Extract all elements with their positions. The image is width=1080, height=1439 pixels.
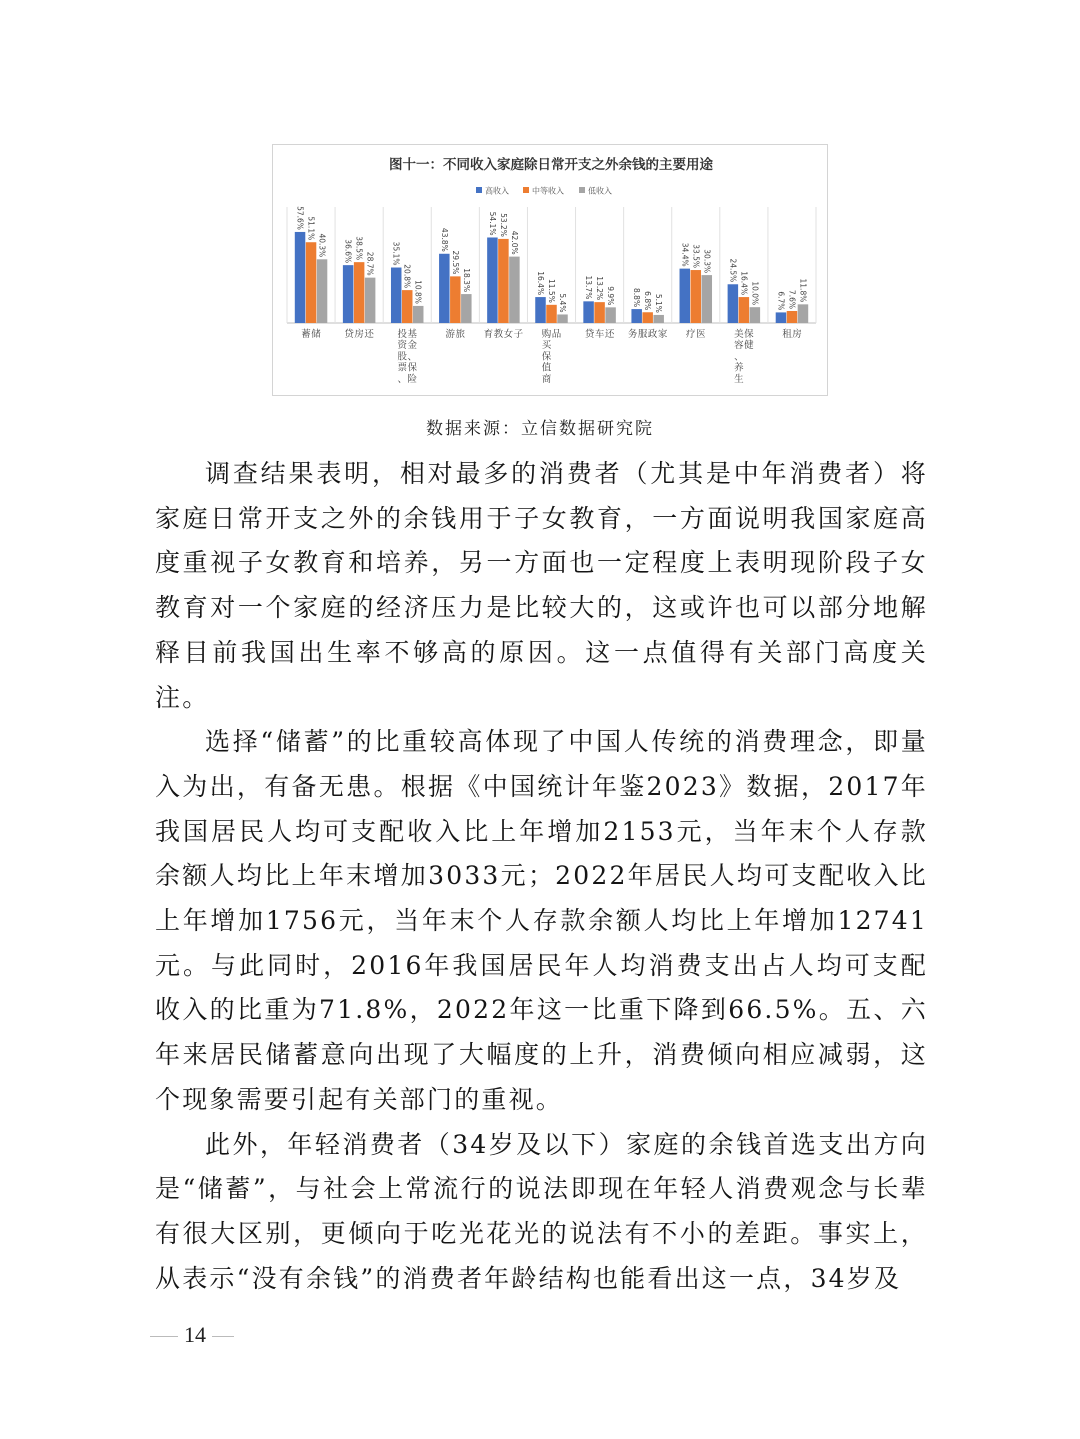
data-label-7-2: 5.1% <box>654 293 664 313</box>
bar-8-0 <box>680 269 691 323</box>
data-label-2-2: 10.8% <box>413 280 423 304</box>
category-label-10-0: 房 <box>792 329 802 340</box>
data-label-2-1: 20.8% <box>402 264 412 289</box>
category-label-7-0: 家 <box>657 329 668 340</box>
bar-9-0 <box>728 284 739 323</box>
data-label-3-0: 43.8% <box>439 227 449 252</box>
category-label-5-0: 品 <box>551 329 562 340</box>
category-label-6-1: 车 <box>594 329 605 340</box>
bar-10-2 <box>798 304 809 323</box>
bar-1-1 <box>354 262 365 323</box>
data-label-6-2: 9.9% <box>606 286 616 306</box>
bar-6-1 <box>594 302 605 323</box>
bar-chart <box>273 145 829 397</box>
legend-swatch-0 <box>476 187 482 193</box>
data-label-5-0: 16.4% <box>536 271 545 296</box>
data-label-0-1: 51.1% <box>306 216 316 241</box>
bar-7-1 <box>642 312 653 323</box>
legend-label-1: 中等收入 <box>532 186 564 196</box>
bar-6-2 <box>605 307 616 323</box>
category-label-6-2: 贷 <box>584 329 595 340</box>
data-label-9-2: 10.0% <box>750 281 760 306</box>
footer-rule-left <box>150 1336 178 1337</box>
legend-label-2: 低收入 <box>588 186 612 196</box>
bar-10-0 <box>776 312 787 323</box>
category-label-4-0: 子 <box>513 329 524 340</box>
data-label-7-0: 8.8% <box>632 288 642 308</box>
category-label-4-3: 育 <box>483 329 494 340</box>
data-label-1-0: 36.6% <box>343 239 353 264</box>
category-label-0-1: 蓄 <box>301 329 311 340</box>
category-label-6-0: 还 <box>604 329 615 340</box>
data-label-4-1: 53.2% <box>498 213 508 237</box>
paragraph-1: 调查结果表明，相对最多的消费者（尤其是中年消费者）将家庭日常开支之外的余钱用于子女教育，一方面说明我国家庭高度重视子女教育和培养，另一方面也一定程度上表明现阶段子女教育对一个家庭的经济压力是比较大的，这或许也可以部分地解释目前我国出生率不够高的原因。这一点值得有关部门高度关注。 <box>155 459 928 712</box>
category-label-8-0: 医 <box>696 329 706 340</box>
category-label-3-0: 旅 <box>455 329 466 340</box>
category-label-1-1: 房 <box>354 329 364 340</box>
category-label-2-0: 基金、保险 <box>407 329 417 385</box>
category-label-4-2: 教 <box>493 329 504 340</box>
category-label-1-0: 还 <box>364 329 374 340</box>
data-label-7-1: 6.8% <box>643 291 653 311</box>
bar-0-1 <box>306 242 317 323</box>
data-label-4-2: 42.0% <box>509 230 519 255</box>
page-number: 14 <box>184 1322 206 1347</box>
data-label-6-0: 13.7% <box>584 275 594 300</box>
bar-4-1 <box>498 239 509 323</box>
data-label-0-2: 40.3% <box>317 233 327 258</box>
category-label-4-1: 女 <box>503 329 514 340</box>
data-label-3-2: 18.3% <box>461 268 471 293</box>
body-text <box>155 452 928 1301</box>
bar-3-2 <box>461 294 472 323</box>
data-label-3-1: 29.5% <box>450 250 460 275</box>
bar-8-2 <box>702 275 713 323</box>
legend-swatch-1 <box>523 187 529 193</box>
category-label-10-1: 租 <box>782 329 792 340</box>
bar-3-1 <box>450 276 461 323</box>
category-label-0-0: 储 <box>311 329 321 340</box>
category-label-5-1: 购买保值商 <box>541 329 552 385</box>
bar-1-2 <box>365 278 376 323</box>
data-label-2-0: 35.1% <box>391 241 401 266</box>
data-label-5-2: 5.4% <box>558 293 567 313</box>
bar-6-0 <box>583 301 594 323</box>
bar-2-0 <box>391 268 402 323</box>
data-label-10-0: 6.7% <box>776 291 786 311</box>
bar-5-2 <box>557 314 568 323</box>
category-label-7-3: 务 <box>627 329 638 340</box>
data-label-4-0: 54.1% <box>487 211 497 236</box>
figure-caption: 数据来源：立信数据研究院 <box>426 419 654 439</box>
category-label-7-1: 政 <box>647 329 658 340</box>
bar-9-1 <box>739 297 750 323</box>
category-label-2-1: 投资股票、 <box>397 329 407 385</box>
data-label-1-2: 28.7% <box>365 251 375 276</box>
data-label-10-2: 11.8% <box>798 278 808 303</box>
bar-8-1 <box>691 270 702 323</box>
data-label-8-0: 34.4% <box>680 242 690 267</box>
bar-10-1 <box>787 311 798 323</box>
data-label-5-1: 11.5% <box>547 278 556 303</box>
bar-2-1 <box>402 290 413 323</box>
bar-1-0 <box>343 265 354 323</box>
bar-2-2 <box>413 306 424 323</box>
data-label-10-1: 7.6% <box>787 289 797 309</box>
category-label-7-2: 服 <box>637 329 648 340</box>
data-label-8-1: 33.5% <box>691 244 701 269</box>
paragraph-3: 此外，年轻消费者（34岁及以下）家庭的余钱首选支出方向是“储蓄”，与社会上常流行的说法即现在年轻人消费观念与长辈有很大区别，更倾向于吃光花光的说法有不小的差距。事实上，从表示“没有余钱”的消费者年龄结构也能看出这一点，34岁及 <box>155 1129 928 1293</box>
data-label-9-0: 24.5% <box>728 258 738 283</box>
bar-0-2 <box>317 259 328 323</box>
legend-label-0: 高收入 <box>485 186 509 196</box>
legend-swatch-2 <box>579 187 585 193</box>
bar-3-0 <box>439 254 450 323</box>
data-label-9-1: 16.4% <box>739 271 749 296</box>
category-label-8-1: 疗 <box>686 329 696 340</box>
bar-5-0 <box>535 297 546 323</box>
chart-title: 图十一：不同收入家庭除日常开支之外余钱的主要用途 <box>389 157 713 173</box>
category-label-1-2: 贷 <box>344 329 354 340</box>
bar-0-0 <box>295 232 306 323</box>
category-label-3-1: 游 <box>445 329 456 340</box>
footer-rule-right <box>212 1336 234 1337</box>
chart-figure <box>272 144 828 396</box>
data-label-0-0: 57.6% <box>295 206 305 230</box>
bar-5-1 <box>546 305 557 323</box>
bar-7-0 <box>631 309 642 323</box>
data-label-1-1: 38.5% <box>354 236 364 261</box>
page-footer <box>150 1322 250 1352</box>
paragraph-2: 选择“储蓄”的比重较高体现了中国人传统的消费理念，即量入为出，有备无患。根据《中国统计年鉴2023》数据，2017年我国居民人均可支配收入比上年增加2153元，当年末个人存款余额人均比上年末增加3033元；2022年居民人均可支配收入比上年增加1756元，当年末个人存款余额人均比上年增加12741元。与此同时，2016年我国居民年人均消费支出占人均可支配收入的比重为71.8%，2022年这一比重下降到66.5%。五、六年来居民储蓄意向出现了大幅度的上升，消费倾向相应减弱，这个现象需要引起有关部门的重视。 <box>155 727 928 1114</box>
data-label-8-2: 30.3% <box>702 249 712 274</box>
bar-7-2 <box>653 315 664 323</box>
bar-4-0 <box>487 237 498 323</box>
data-label-6-1: 13.2% <box>595 276 605 301</box>
category-label-9-1: 美容、养生 <box>734 329 744 385</box>
bar-9-2 <box>750 307 761 323</box>
category-label-9-0: 保健 <box>744 329 754 352</box>
bar-4-2 <box>509 257 519 323</box>
